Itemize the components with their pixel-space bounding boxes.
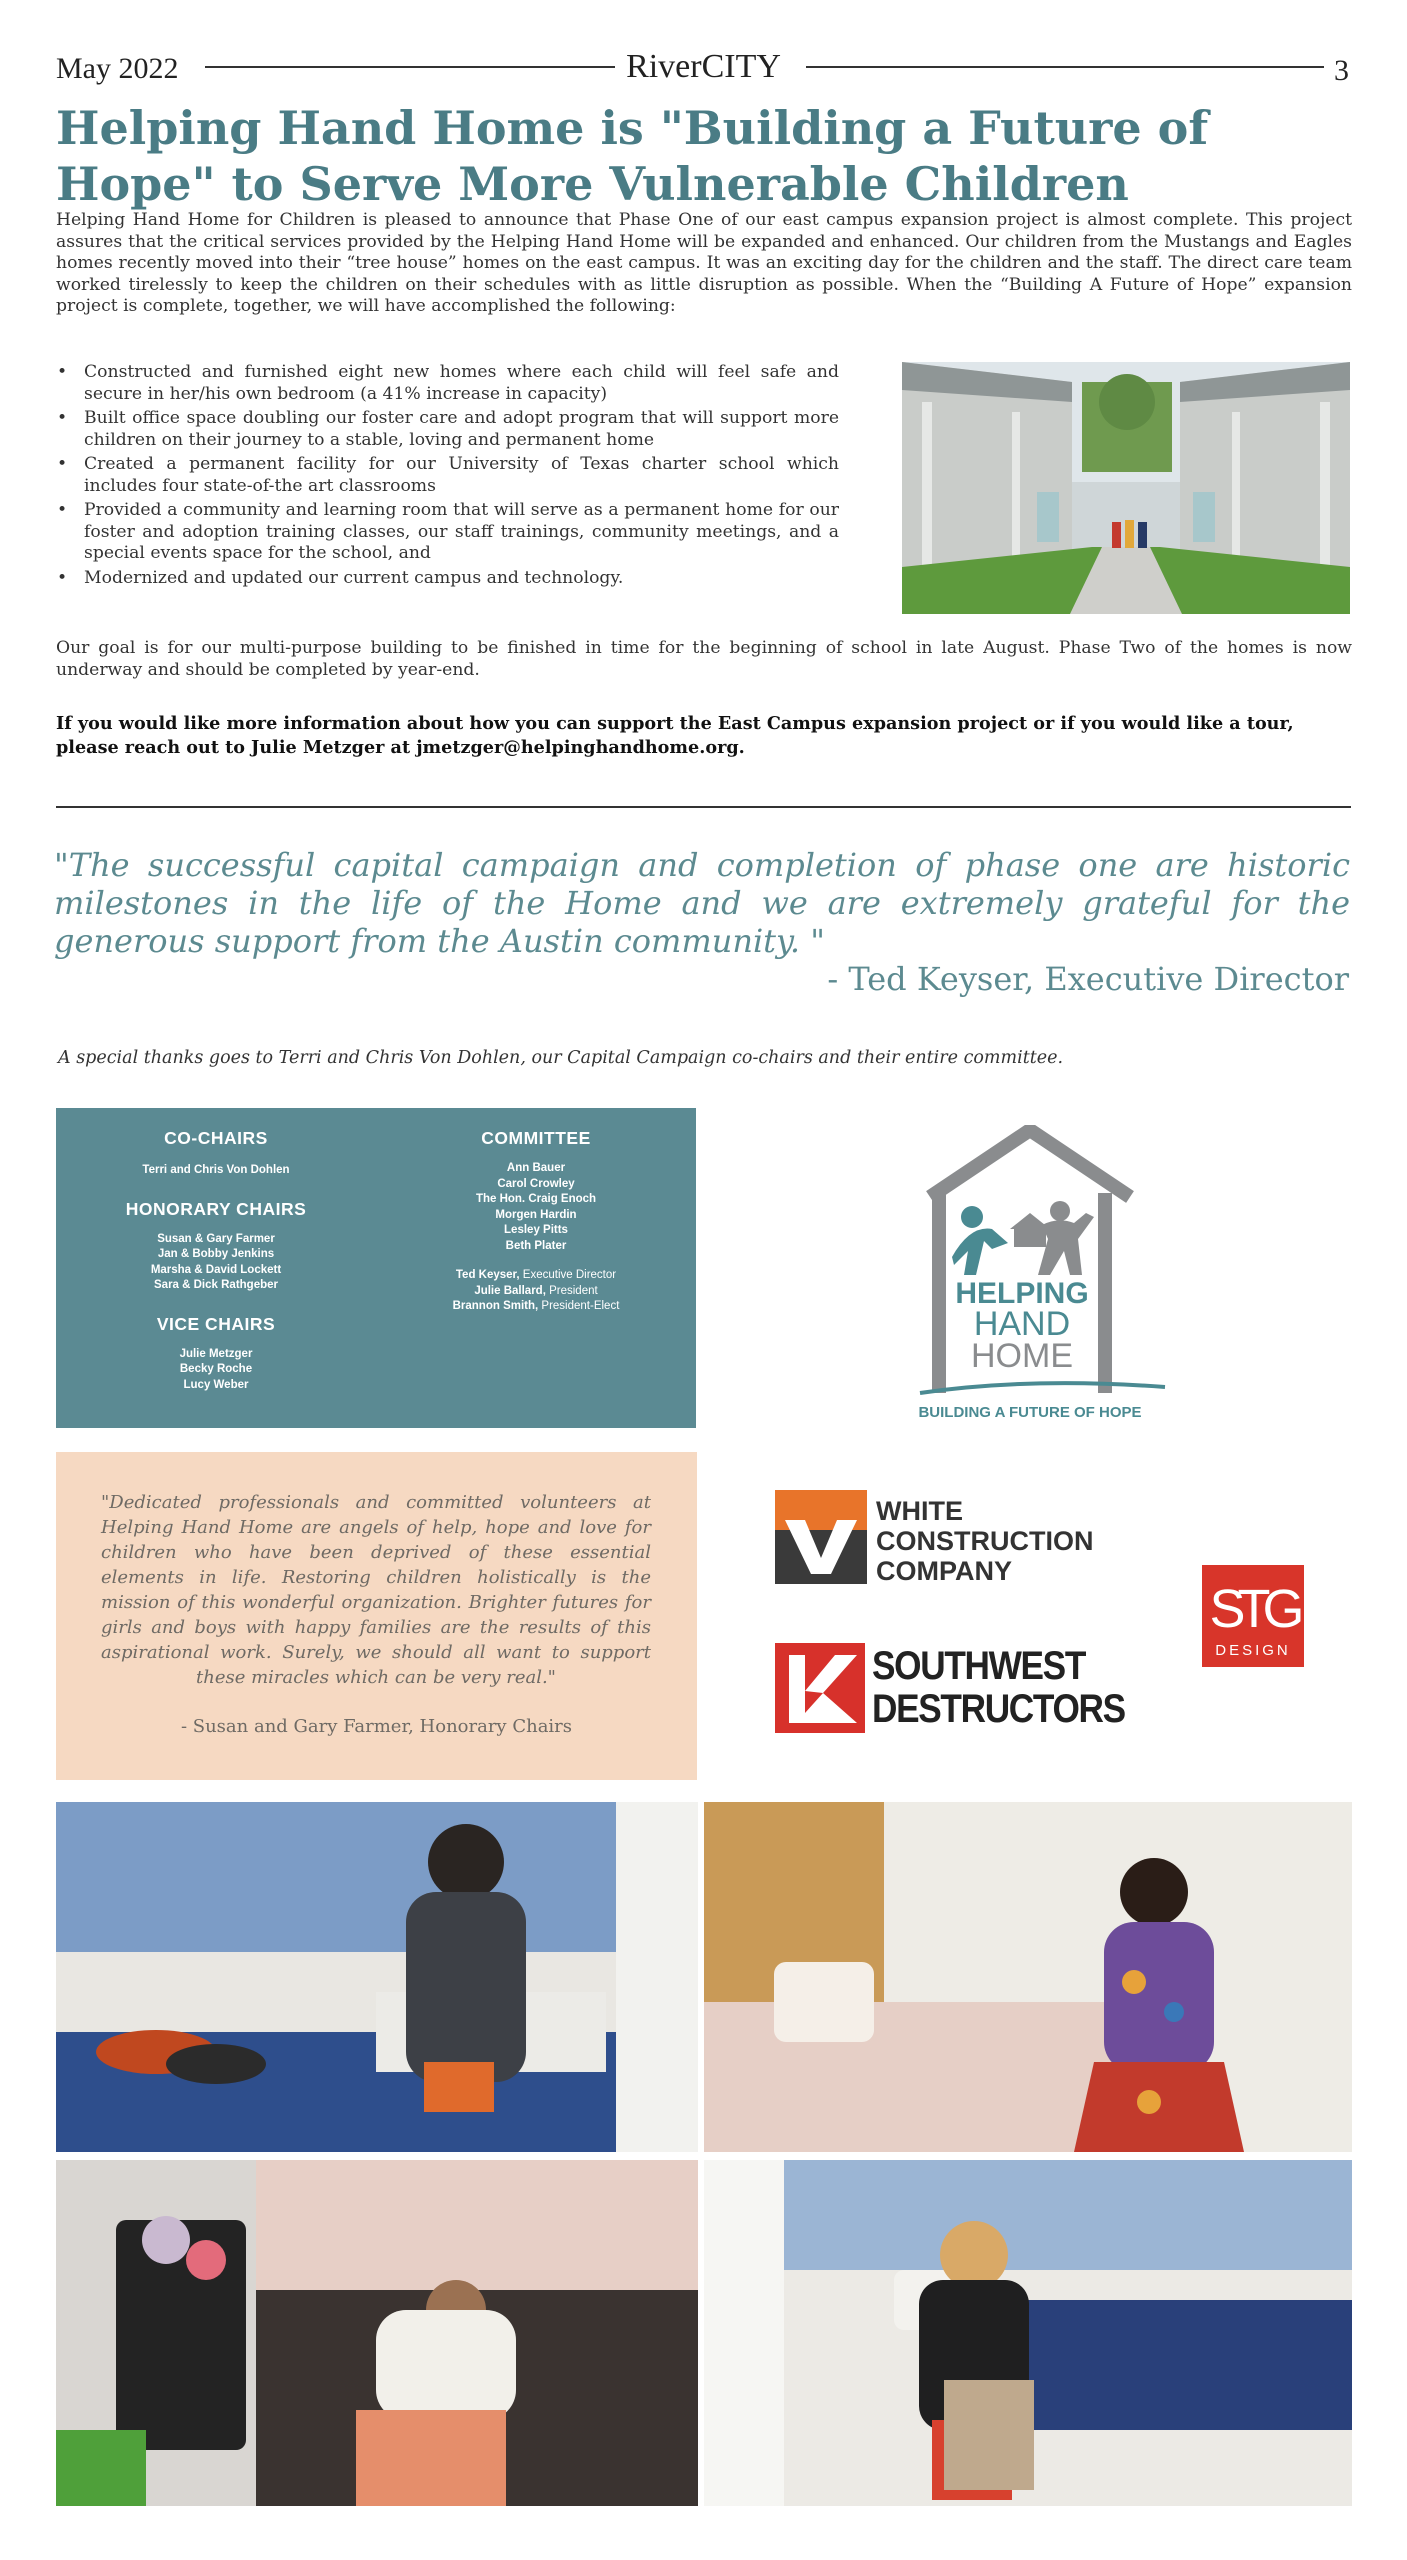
bedroom-photo-girl-storing-clothes [56, 2160, 698, 2506]
co-chairs-names: Terri and Chris Von Dohlen [142, 1164, 290, 1176]
list-item: • Created a permanent facility for our University of Texas charter school which includes four state-of-the art classrooms [84, 454, 839, 497]
issue-date: May 2022 [56, 52, 179, 85]
list-item: • Constructed and furnished eight new homes where each child will feel safe and secure in her/his own bedroom (a 41% increase in capacity) [84, 362, 839, 405]
header-rule-right [806, 66, 1324, 68]
bedroom-photo-girl-at-bed [704, 1802, 1352, 2152]
contact-callout: If you would like more information about how you can support the East Campus expansion project or if you would like a tour, please reach out to Julie Metzger at jmetzger@helpinghandhome.org. [56, 713, 1294, 758]
southwest-destructors-logo [775, 1643, 865, 1733]
honorary-chairs-list: Susan & Gary Farmer Jan & Bobby Jenkins Marsha & David Lockett Sara & Dick Rathgeber [150, 1232, 282, 1291]
accomplishments-list [56, 362, 839, 592]
vice-chairs-list: Julie Metzger Becky Roche Lucy Weber [179, 1347, 253, 1391]
svg-text:STG: STG [1209, 1579, 1297, 1639]
pull-quote-attribution: - Ted Keyser, Executive Director [827, 960, 1349, 998]
bedroom-photo-boy-unpacking [56, 1802, 698, 2152]
committee-heading: COMMITTEE [481, 1128, 591, 1148]
pull-quote: "The successful capital campaign and completion of phase one are historic milestones in the life of the Home and we are extremely grateful for the generous support from the Austin community. " [54, 846, 1350, 960]
publication-title: RiverCITY [626, 48, 781, 85]
honorary-chairs-heading: HONORARY CHAIRS [125, 1198, 307, 1219]
svg-text:HELPING: HELPING [955, 1277, 1089, 1310]
helping-hand-home-logo [880, 1125, 1180, 1425]
officers-list: Ted Keyser, Executive Director Julie Ballard, President Brannon Smith, President-Elect [452, 1269, 620, 1312]
article-headline: Helping Hand Home is "Building a Future of Hope" to Serve More Vulnerable Children [56, 101, 1209, 211]
honorary-chairs-attribution: - Susan and Gary Farmer, Honorary Chairs [180, 1716, 573, 1737]
east-campus-homes-photo [902, 362, 1350, 614]
list-item: • Provided a community and learning room that will serve as a permanent home for our foster and adoption training classes, our staff trainings, community meetings, and a special events space for the school, and [84, 500, 839, 565]
committee-column [376, 1128, 696, 1315]
svg-text:HOME: HOME [971, 1337, 1073, 1375]
section-divider [56, 806, 1351, 808]
co-chairs-column [56, 1128, 376, 1393]
thanks-note: A special thanks goes to Terri and Chris Von Dohlen, our Capital Campaign co-chairs and their entire committee. [58, 1048, 1064, 1068]
swd-wordmark: SOUTHWEST DESTRUCTORS [872, 1644, 1125, 1731]
page-number: 3 [1334, 54, 1349, 87]
list-item: • Modernized and updated our current campus and technology. [84, 568, 839, 590]
stg-design-logo [1202, 1565, 1304, 1667]
committee-list: Ann Bauer Carol Crowley The Hon. Craig Enoch Morgen Hardin Lesley Pitts Beth Plater [475, 1162, 597, 1252]
honorary-chairs-quote-box [56, 1452, 697, 1780]
vice-chairs-heading: VICE CHAIRS [156, 1313, 276, 1334]
article-goal: Our goal is for our multi-purpose building to be finished in time for the beginning of school in late August. Phase Two of the homes is now underway and should be completed by year-end. [56, 638, 1352, 680]
svg-text:DESIGN: DESIGN [1215, 1642, 1291, 1659]
list-item: • Built office space doubling our foster care and adopt program that will support more children on their journey to a stable, loving and permanent home [84, 408, 839, 451]
bedroom-photo-boy-at-bed [704, 2160, 1352, 2506]
article-intro: Helping Hand Home for Children is pleased to announce that Phase One of our east campus expansion project is almost complete. This project assures that the critical services provided by the Helping Hand Home will be expanded and enhanced. Our children from the Mustangs and Eagles homes recently moved into their “tree house” homes on the east campus. It was an exciting day for the children and the staff. The direct care team worked tirelessly to keep the children on their schedules with as little disruption as possible. When the “Building A Future of Hope” expansion project is complete, together, we will have accomplished the following: [56, 210, 1352, 316]
wcc-wordmark: WHITE CONSTRUCTION COMPANY [876, 1496, 1094, 1586]
honorary-chairs-quote: "Dedicated professionals and committed volunteers at Helping Hand Home are angels of help, hope and love for children who have been deprived of these essential elements in life. Restoring children holistically is the mission of this wonderful organization. Brighter futures for girls and boys with happy families are the results of this aspirational work. Surely, we should all want to support these miracles which can be very real." [101, 1492, 651, 1688]
campaign-leadership-panel [56, 1108, 696, 1428]
svg-text:HAND: HAND [973, 1305, 1071, 1343]
co-chairs-heading: CO-CHAIRS [164, 1128, 268, 1148]
svg-text:BUILDING A FUTURE OF HOPE: BUILDING A FUTURE OF HOPE [918, 1404, 1142, 1421]
